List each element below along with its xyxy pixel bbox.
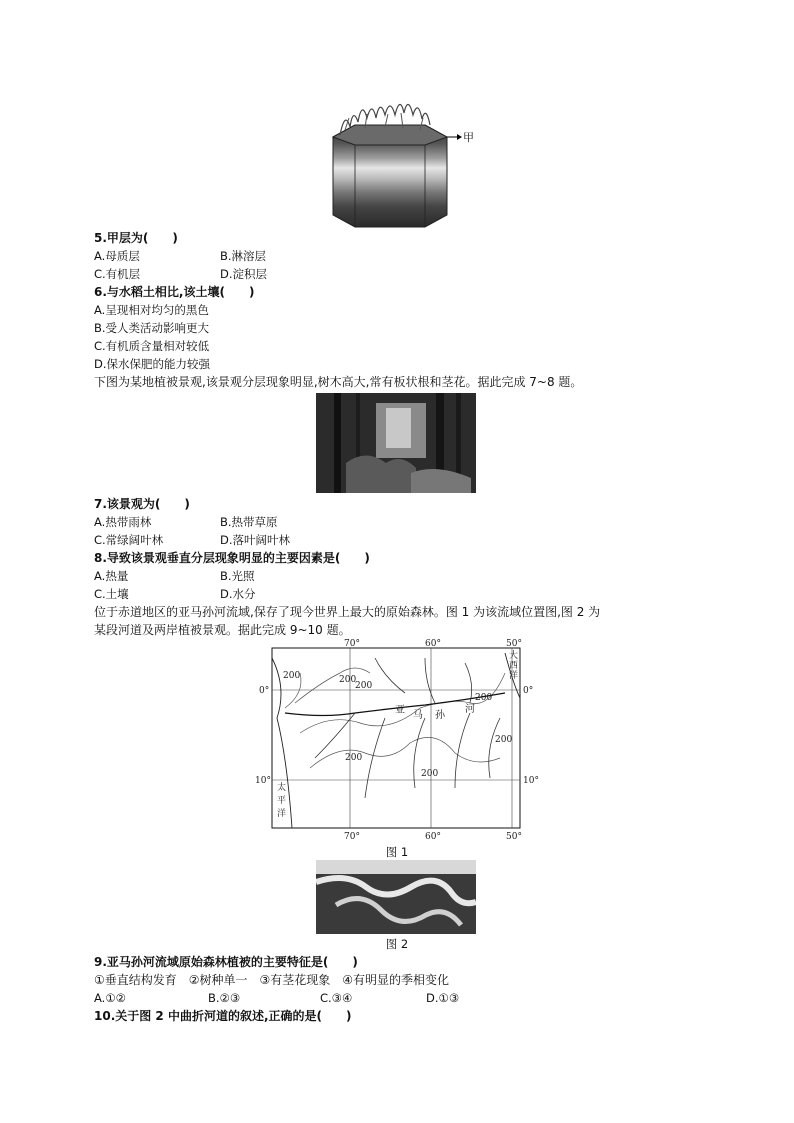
- ocean-char: 平: [277, 796, 287, 806]
- q6-option-b[interactable]: B.受人类活动影响更大: [94, 321, 210, 335]
- q6-option-a[interactable]: A.呈现相对均匀的黑色: [94, 303, 209, 317]
- ocean-char: 太: [277, 783, 287, 793]
- q8-option-a[interactable]: A.热量: [94, 569, 129, 583]
- lat-right-10: 10°: [523, 776, 539, 786]
- q9-option-c[interactable]: C.③④: [320, 991, 353, 1005]
- contour-label: 200: [283, 671, 301, 681]
- q5-option-c[interactable]: C.有机层: [94, 267, 141, 281]
- q5-option-b[interactable]: B.淋溶层: [220, 249, 267, 263]
- ocean-char: 西: [509, 661, 519, 671]
- q5-option-a[interactable]: A.母质层: [94, 249, 140, 263]
- figure-1-caption: 图 1: [385, 845, 409, 859]
- question-7-stem: 7.该景观为( ): [94, 497, 190, 511]
- q7-option-d[interactable]: D.落叶阔叶林: [220, 533, 291, 547]
- intro-9-10-line1: 位于赤道地区的亚马孙河流域,保存了现今世界上最大的原始森林。图 1 为该流域位置图,图 2 为: [94, 605, 601, 619]
- river-char: 马: [413, 710, 423, 721]
- contour-label: 200: [355, 681, 373, 691]
- question-10-stem: 10.关于图 2 中曲折河道的叙述,正确的是( ): [94, 1009, 352, 1023]
- rainforest-photo: [316, 393, 476, 493]
- q5-option-d[interactable]: D.淀积层: [220, 267, 268, 281]
- amazon-basin-map: [255, 638, 545, 843]
- lat-left-10: 10°: [255, 776, 271, 786]
- question-9-statements: ①垂直结构发育 ②树种单一 ③有茎花现象 ④有明显的季相变化: [94, 973, 450, 987]
- contour-label: 200: [345, 753, 363, 763]
- contour-label: 200: [339, 675, 357, 685]
- lat-left-0: 0°: [259, 686, 270, 696]
- top-lon-50: 50°: [506, 639, 522, 649]
- q8-option-b[interactable]: B.光照: [220, 569, 255, 583]
- q6-option-d[interactable]: D.保水保肥的能力较强: [94, 357, 211, 371]
- layer-label-jia: 甲: [463, 131, 474, 144]
- river-char: 亚: [395, 705, 405, 716]
- intro-7-8: 下图为某地植被景观,该景观分层现象明显,树木高大,常有板状根和茎花。据此完成 7~8 题。: [94, 375, 583, 389]
- contour-label: 200: [421, 769, 439, 779]
- top-lon-60: 60°: [425, 639, 441, 649]
- meandering-river-photo: [316, 860, 476, 934]
- lat-right-0: 0°: [523, 686, 534, 696]
- q8-option-d[interactable]: D.水分: [220, 587, 256, 601]
- ocean-char: 洋: [509, 671, 519, 681]
- bottom-lon-60: 60°: [425, 832, 441, 842]
- question-8-stem: 8.导致该景观垂直分层现象明显的主要因素是( ): [94, 551, 370, 565]
- intro-9-10-line2: 某段河道及两岸植被景观。据此完成 9~10 题。: [94, 623, 351, 637]
- contour-label: 200: [475, 693, 493, 703]
- q9-option-a[interactable]: A.①②: [94, 991, 126, 1005]
- ocean-char: 洋: [277, 809, 287, 819]
- q9-option-d[interactable]: D.①③: [426, 991, 460, 1005]
- question-5-stem: 5.甲层为( ): [94, 231, 178, 245]
- q7-option-a[interactable]: A.热带雨林: [94, 515, 152, 529]
- soil-profile-figure: [325, 95, 475, 230]
- ocean-char: 大: [509, 651, 519, 661]
- q7-option-b[interactable]: B.热带草原: [220, 515, 278, 529]
- river-char: 河: [465, 704, 475, 715]
- top-lon-70: 70°: [344, 639, 360, 649]
- q7-option-c[interactable]: C.常绿阔叶林: [94, 533, 164, 547]
- question-9-stem: 9.亚马孙河流域原始森林植被的主要特征是( ): [94, 955, 358, 969]
- river-char: 孙: [435, 710, 445, 721]
- bottom-lon-70: 70°: [344, 832, 360, 842]
- question-6-stem: 6.与水稻土相比,该土壤( ): [94, 285, 255, 299]
- bottom-lon-50: 50°: [506, 832, 522, 842]
- q6-option-c[interactable]: C.有机质含量相对较低: [94, 339, 210, 353]
- figure-2-caption: 图 2: [385, 937, 409, 951]
- q9-option-b[interactable]: B.②③: [208, 991, 241, 1005]
- q8-option-c[interactable]: C.土壤: [94, 587, 129, 601]
- contour-label: 200: [495, 735, 513, 745]
